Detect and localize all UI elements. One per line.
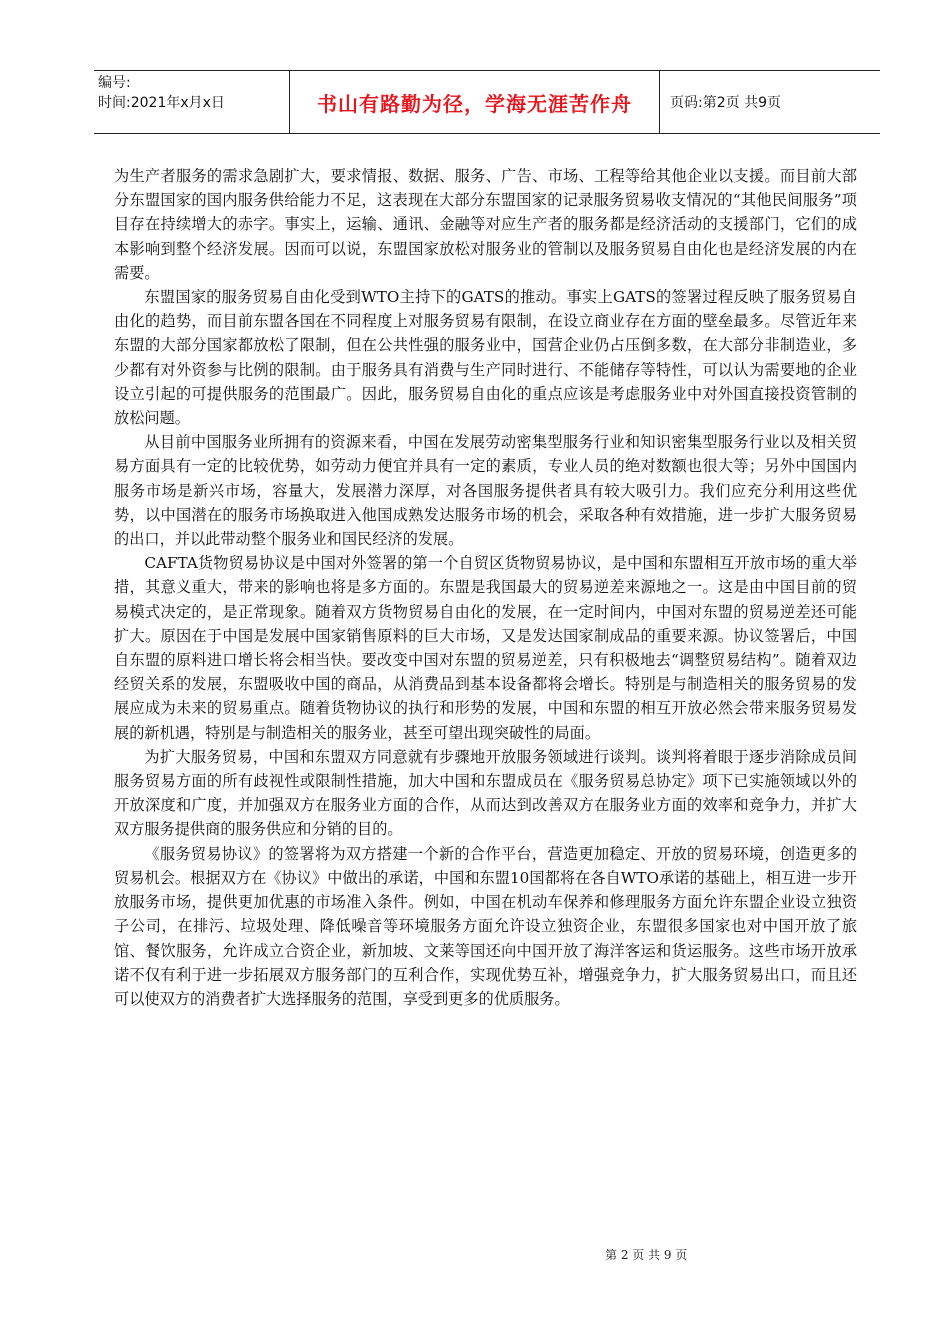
header-page-number: 页码:第2页 共9页 bbox=[670, 95, 781, 111]
document-body bbox=[114, 164, 857, 1011]
paragraph-4: CAFTA货物贸易协议是中国对外签署的第一个自贸区货物贸易协议，是中国和东盟相互开放市场的重大举措，其意义重大，带来的影响也将是多方面的。东盟是我国最大的贸易逆差来源地之一。这是由中国目前的贸易模式决定的，是正常现象。随着双方货物贸易自由化的发展，在一定时间内，中国对东盟的贸易逆差还可能扩大。原因在于中国是发展中国家销售原料的巨大市场，又是发达国家制成品的重要来源。协议签署后，中国自东盟的原料进口增长将会相当快。要改变中国对东盟的贸易逆差，只有积极地去“调整贸易结构”。随着双边经贸关系的发展，东盟吸收中国的商品，从消费品到基本设备都将会增长。特别是与制造相关的服务贸易的发展应成为未来的贸易重点。随着货物协议的执行和形势的发展，中国和东盟的相互开放必然会带来服务贸易发展的新机遇，特别是与制造相关的服务业，甚至可望出现突破性的局面。 bbox=[114, 554, 857, 742]
paragraph-3: 从目前中国服务业所拥有的资源来看，中国在发展劳动密集型服务行业和知识密集型服务行业以及相关贸易方面具有一定的比较优势，如劳动力便宜并具有一定的素质，专业人员的绝对数额也很大等；另外中国国内服务市场是新兴市场，容量大，发展潜力深厚，对各国服务提供者具有较大吸引力。我们应充分利用这些优势，以中国潜在的服务市场换取进入他国成熟发达服务市场的机会，采取各种有效措施，进一步扩大服务贸易的出口，并以此带动整个服务业和国民经济的发展。 bbox=[114, 433, 857, 549]
page-header bbox=[94, 70, 880, 134]
paragraph-5: 为扩大服务贸易，中国和东盟双方同意就有步骤地开放服务领域进行谈判。谈判将着眼于逐步消除成员间服务贸易方面的所有歧视性或限制性措施，加大中国和东盟成员在《服务贸易总协定》项下已实施领域以外的开放深度和广度，并加强双方在服务业方面的合作，从而达到改善双方在服务业方面的效率和竞争力，并扩大双方服务提供商的服务供应和分销的目的。 bbox=[114, 747, 857, 839]
document-number-label: 编号: bbox=[98, 75, 131, 91]
header-motto-cell bbox=[290, 71, 660, 133]
paragraph-6: 《服务贸易协议》的签署将为双方搭建一个新的合作平台，营造更加稳定、开放的贸易环境，创造更多的贸易机会。根据双方在《协议》中做出的承诺，中国和东盟10国都将在各自WTO承诺的基础上，相互进一步开放服务市场，提供更加优惠的市场准入条件。例如，中国在机动车保养和修理服务方面允许东盟企业设立独资子公司，在排污、垃圾处理、降低噪音等环境服务方面允许设立独资企业，东盟很多国家也对中国开放了旅馆、餐饮服务，允许成立合资企业，新加坡、文莱等国还向中国开放了海洋客运和货运服务。这些市场开放承诺不仅有利于进一步拓展双方服务部门的互利合作，实现优势互补，增强竞争力，扩大服务贸易出口，而且还可以使双方的消费者扩大选择服务的范围，享受到更多的优质服务。 bbox=[114, 844, 857, 1008]
paragraph-2: 东盟国家的服务贸易自由化受到WTO主持下的GATS的推动。事实上GATS的签署过程反映了服务贸易自由化的趋势，而目前东盟各国在不同程度上对服务贸易有限制，在设立商业存在方面的壁垒最多。尽管近年来东盟的大部分国家都放松了限制，但在公共性强的服务业中，国营企业仍占压倒多数，在大部分非制造业，多少都有对外资参与比例的限制。由于服务具有消费与生产同时进行、不能储存等特性，可以认为需要地的企业设立引起的可提供服务的范围最广。因此，服务贸易自由化的重点应该是考虑服务业中对外国直接投资管制的放松问题。 bbox=[114, 288, 857, 428]
page-footer: 第 2 页 共 9 页 bbox=[605, 1248, 688, 1262]
header-page-cell bbox=[660, 71, 880, 133]
header-meta bbox=[94, 71, 290, 133]
header-motto: 书山有路勤为径，学海无涯苦作舟 bbox=[317, 91, 632, 116]
paragraph-1: 为生产者服务的需求急剧扩大，要求情报、数据、服务、广告、市场、工程等给其他企业以支援。而目前大部分东盟国家的国内服务供给能力不足，这表现在大部分东盟国家的记录服务贸易收支情况的“其他民间服务”项目存在持续增大的赤字。事实上，运输、通讯、金融等对应生产者的服务都是经济活动的支援部门，它们的成本影响到整个经济发展。因而可以说，东盟国家放松对服务业的管制以及服务贸易自由化也是经济发展的内在需要。 bbox=[114, 167, 857, 282]
document-time-label: 时间:2021年x月x日 bbox=[98, 95, 225, 111]
